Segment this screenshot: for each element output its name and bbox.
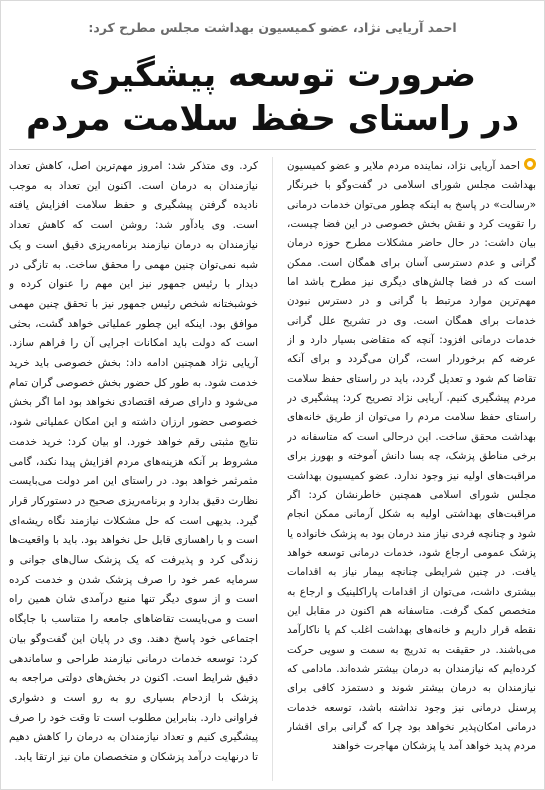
body-column-right bbox=[287, 157, 536, 781]
body-text-right: احمد آریایی نژاد، نماینده مردم ملایر و عضو کمیسیون بهداشت مجلس شورای اسلامی در گفت‌وگو با خبرنگار «رسالت» در پاسخ به اینکه چطور می‌توان خدمات درمانی را تقویت کرد و نقش بخش خصوصی در این فضا چیست، بیان داشت: در حال حاضر مشکلات مطرح حوزه درمان گرانی و عدم دسترسی آسان برای همگان است. ممکن است که در فضا چالش‌های دیگری نیز مطرح باشد اما مهم‌ترین موارد مرتبط با گرانی و در دسترس نبودن خدمات برای همگان است. وی در تشریح علل گرانی خدمات درمانی افزود: آنچه که متقاضی بسیار دارد و از عرضه کم برخوردار است، گران می‌گردد و برای آنکه تقاضا کم شود و تعدیل گردد، باید در راستای حفظ سلامت مردم پیشگیری کنیم. آریایی نژاد تصریح کرد: پیشگیری در راستای حفظ سلامت مردم را می‌توان از طریق خانه‌های بهداشت محقق ساخت. این درحالی است که متاسفانه در برخی مناطق پزشک، چه بسا دانش آموخته و بهورز برای مراقبت‌های اولیه نیز وجود ندارد. عضو کمیسیون بهداشت مجلس شورای اسلامی همچنین خاطرنشان کرد: اگر مراقبت‌های بهداشتی اولیه به شکل آرمانی ممکن انجام شود و چنانچه فردی نیاز مند درمان بود به پزشک خانواده یا پزشک عمومی ارجاع شود، خدمات درمانی توسعه خواهد یافت. در چنین شرایطی چنانچه بیمار نیاز به اقدامات بیشتری داشت، می‌توان از اقدامات پاراکلینیک و ارجاع به متخصص کمک گرفت. متاسفانه هم اکنون در مقابل این نقطه قرار داریم و خانه‌های بهداشت اغلب کم یا ناکارآمد می‌باشند. در حقیقت به تدریج به سمت و سویی حرکت کرده‌ایم که نیازمندان به درمان بیشتر شده‌اند. مادامی که نیازمندان به درمان بیشتر شوند و دستمزد کافی برای پرسنل درمانی نیز وجود نداشته باشد، توسعه خدمات درمانی امکان‌پذیر نخواهد بود چرا که گرانی برای اقشار مردم پدید خواهد آمد یا پزشکان مهاجرت خواهند bbox=[287, 160, 536, 753]
kicker-container bbox=[9, 7, 536, 47]
article-headline bbox=[11, 53, 534, 141]
headline-divider bbox=[9, 149, 536, 150]
body-paragraph-right bbox=[287, 157, 536, 757]
article-kicker: احمد آریایی نژاد، عضو کمیسیون بهداشت مجلس مطرح کرد: bbox=[88, 19, 457, 35]
headline-line-2: در راستای حفظ سلامت مردم bbox=[25, 99, 520, 139]
article-body bbox=[9, 157, 536, 781]
circle-bullet-icon bbox=[524, 158, 536, 170]
headline-line-1: ضرورت توسعه پیشگیری bbox=[68, 55, 477, 95]
body-column-left bbox=[9, 157, 258, 781]
column-divider bbox=[272, 157, 273, 781]
body-text-left: کرد. وی متذکر شد: امروز مهم‌ترین اصل، کاهش تعداد نیازمندان به درمان است. اکنون این تعداد به موجب نادیده گرفتن پیشگیری و حفظ سلامت افزایش یافته است. وی یادآور شد: روشن است که کاهش تعداد نیازمندان به درمان نیازمند برنامه‌ریزی دقیق است و یک شبه نمی‌توان چنین مهمی را محقق ساخت. به تازگی در دیدار با رئیس جمهور نیز این مهم را عنوان کرده و خوشبختانه شخص رئیس جمهور نیز با تحقق چنین مهمی موافق بود. اینکه این چطور عملیاتی خواهد گشت، بحثی است که دولت باید امکانات اجرایی آن را فراهم سازد. آریایی نژاد همچنین ادامه داد: بخش خصوصی باید خرید خدمت شود. به طور کل حضور بخش خصوصی گران تمام می‌شود و دارای صرفه اقتصادی نخواهد بود اما اگر بخش خصوصی حضور ارزان داشته و این امکان عملیاتی شود، نتایج مثبتی رقم خواهد خورد. او بیان کرد: خرید خدمت مشروط بر آنکه هزینه‌های مردم افزایش پیدا نکند، گامی مثمرثمر خواهد بود. در راستای این امر دولت می‌بایست نظارت دقیق بدارد و برنامه‌ریزی صحیح در دستورکار قرار گیرد. بدیهی است که حل مشکلات نیازمند نگاه ریشه‌ای است و با راهسازی قابل حل نخواهد بود. باید با واقعیت‌ها زندگی کرد و پذیرفت که یک پزشک سال‌های جوانی و سرمایه عمر خود را صرف پزشک شدن و خدمت کرده است و از سوی دیگر تنها منبع درآمدی شان همین راه است و می‌بایست تقاضاهای جامعه را متناسب با جایگاه اجتماعی خود پاسخ دهند. وی در پایان این گفت‌وگو بیان کرد: توسعه خدمات درمانی نیازمند طراحی و ساماندهی دقیق شرایط است. اکنون در بخش‌های دولتی مراجعه به پزشک با ازدحام بسیاری رو به رو است و دشواری فراوانی دارد. بنابراین مطلوب است تا وقت خود را صرف پیشگیری کنیم و تعداد نیازمندان به درمان را کاهش دهیم تا درنهایت درآمد پزشکان و متخصصان مان نیز ارتقا یابد. bbox=[9, 160, 258, 764]
